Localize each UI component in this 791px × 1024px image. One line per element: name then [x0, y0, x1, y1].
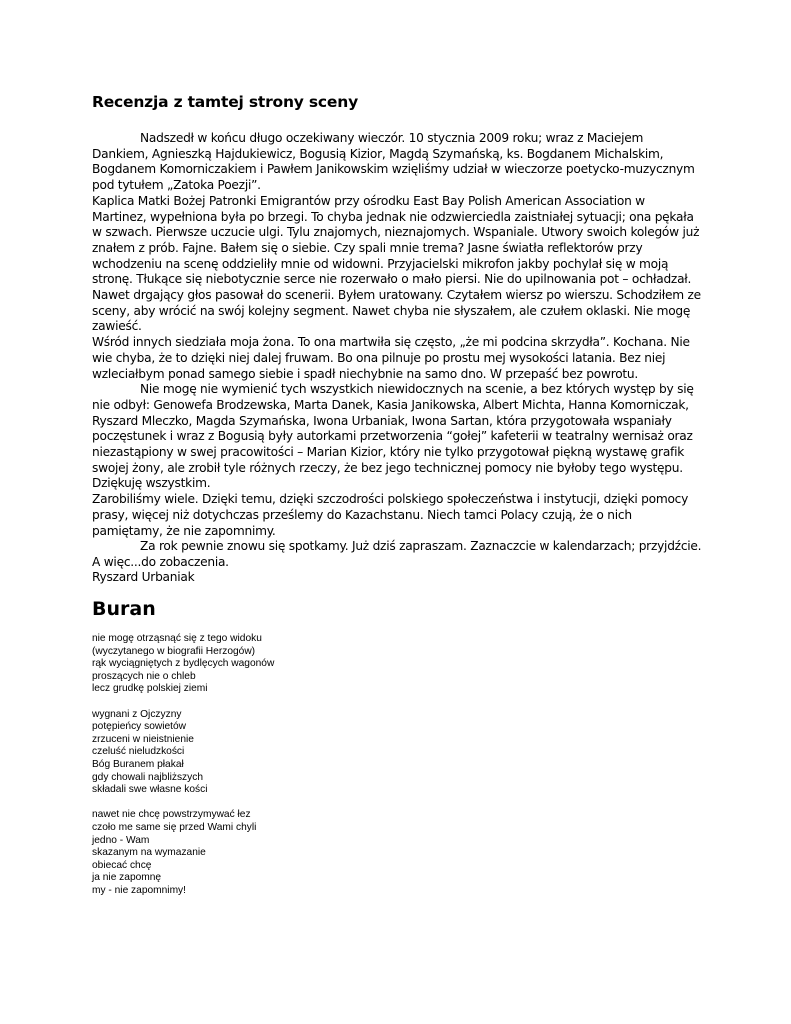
poem-stanza — [92, 809, 392, 897]
poem-stanza — [92, 633, 392, 696]
poem-title: Buran — [92, 598, 156, 620]
poem-line: obiecać chcę — [92, 859, 152, 871]
review-paragraph: Za rok pewnie znowu się spotkamy. Już dziś zapraszam. Zaznaczcie w kalendarzach; przyjdźcie. A więc...do zobaczenia. — [92, 539, 702, 569]
poem-line: nie mogę otrząsnąć się z tego widoku — [92, 633, 262, 644]
review-paragraph: Kaplica Matki Bożej Patronki Emigrantów przy ośrodku East Bay Polish American Association w Martinez, wypełniona była po brzegi. To chyba jednak nie odzwierciedla zaistniałej sytuacji; ona pękała w szwach. Pierwsze uczucie ulgi. Tylu znajomych, nieznajomych. Wspaniale. Utwory swoich kolegów już znałem z prób. Fajne. Bałem się o siebie. Czy spali mnie trema? Jasne światła reflektorów przy wchodzeniu na scenę oddzieliły mnie od widowni. Przyjacielski mikrofon jakby pochylał się w moją stronę. Tłukące się niebotycznie serce nie rozerwało o mało piersi. Nie do upilnowania pot – ochładzał. Nawet drgający głos pasował do scenerii. Byłem uratowany. Czytałem wiersz po wierszu. Schodziłem ze sceny, aby wrócić na swój kolejny segment. Nawet chyba nie słyszałem, ale czułem oklaski. Nie mogę zawieść. — [92, 193, 701, 334]
poem-line: czoło me same się przed Wami chyli — [92, 821, 257, 833]
poem-line: czeluść nieludzkości — [92, 746, 185, 758]
poem-line: (wyczytanego w biografii Herzogów) — [92, 645, 256, 657]
poem-body — [92, 633, 392, 897]
poem-line: jedno - Wam — [92, 834, 150, 846]
review-paragraph: Nadszedł w końcu długo oczekiwany wieczór. 10 stycznia 2009 roku; wraz z Maciejem Dankiem, Agnieszką Hajdukiewicz, Bogusią Kizior, Magdą Szymańską, ks. Bogdanem Michalskim, Bogdanem Komorniczakiem i Pawłem Janikowskim wzięliśmy udział w wieczorze poetycko-muzycznym pod tytułem „Zatoka Poezji”. — [92, 131, 695, 193]
review-paragraph: Zarobiliśmy wiele. Dzięki temu, dzięki szczodrości polskiego społeczeństwa i instytucji, dzięki pomocy prasy, więcej niż dotychczas prześlemy do Kazachstanu. Niech tamci Polacy czują, że o nich pamiętamy, że nie zapomnimy. — [92, 492, 689, 538]
poem-stanza — [92, 709, 392, 797]
review-paragraph: Wśród innych siedziała moja żona. To ona martwiła się często, „że mi podcina skrzydła”. Kochana. Nie wie chyba, że to dzięki niej dalej fruwam. Bo ona pilnuje po prostu mej wysokości latania. Bez niej wzleciałbym ponad samego siebie i spadł niechybnie na samo dno. W przepaść bez powrotu. — [92, 335, 690, 381]
poem-line: proszących nie o chleb — [92, 670, 196, 682]
review-author: Ryszard Urbaniak — [92, 570, 195, 584]
review-paragraph: Nie mogę nie wymienić tych wszystkich niewidocznych na scenie, a bez których występ by się nie odbył: Genowefa Brodzewska, Marta Danek, Kasia Janikowska, Albert Michta, Hanna Komorniczak, Ryszard Mleczko, Magda Szymańska, Iwona Urbaniak, Iwona Sartan, która przygotowała wspaniały poczęstunek i wraz z Bogusią były autorkami przetworzenia “gołej” kafeterii w teatralny wernisaż oraz niezastąpiony w swej pracowitości – Marian Kizior, który nie tylko przygotował piękną wystawę grafik swojej żony, ale zrobił tyle różnych rzeczy, że bez jego technicznej pomocy nie byłoby tego występu. Dziękuję wszystkim. — [92, 382, 694, 491]
poem-line: nawet nie chcę powstrzymywać łez — [92, 809, 251, 821]
poem-line: gdy chowali najbliższych — [92, 771, 203, 783]
poem-line: lecz grudkę polskiej ziemi — [92, 683, 208, 695]
poem-line: rąk wyciągniętych z bydlęcych wagonów — [92, 658, 275, 670]
poem-line: potępieńcy sowietów — [92, 721, 187, 733]
poem-line: ja nie zapomnę — [92, 872, 162, 884]
poem-line: wygnani z Ojczyzny — [92, 708, 182, 720]
poem-line: składali swe własne kości — [92, 784, 208, 796]
review-title: Recenzja z tamtej strony sceny — [92, 93, 358, 111]
poem-line: my - nie zapomnimy! — [92, 884, 186, 896]
review-body — [92, 131, 702, 571]
poem-line: zrzuceni w nieistnienie — [92, 733, 194, 745]
poem-line: skazanym na wymazanie — [92, 847, 206, 859]
poem-line: Bóg Buranem płakał — [92, 758, 184, 770]
